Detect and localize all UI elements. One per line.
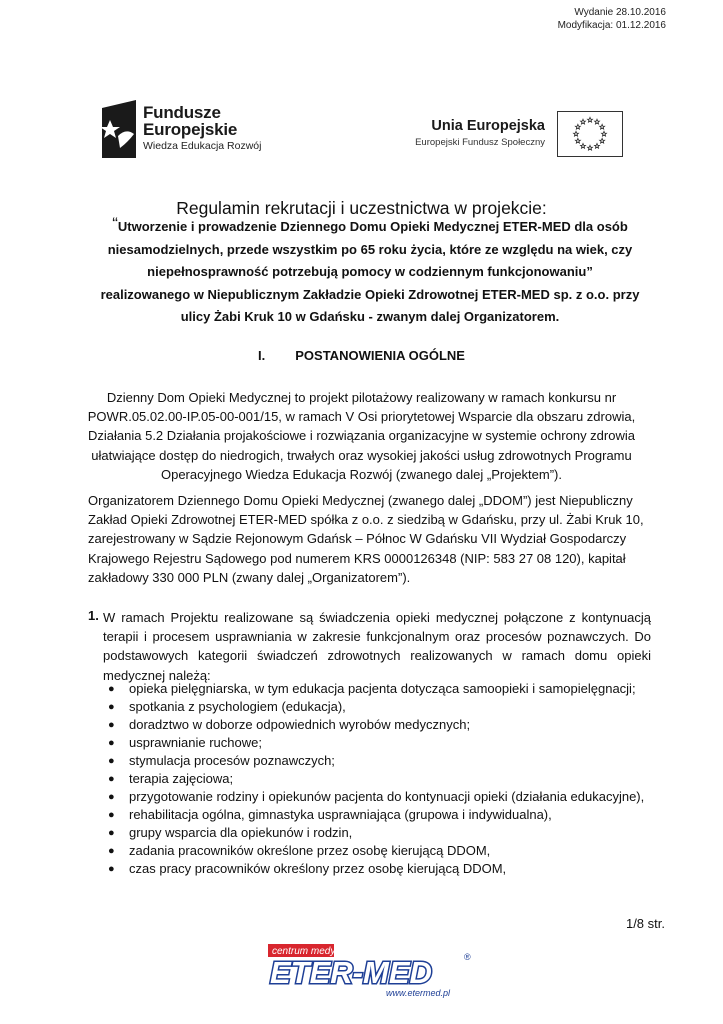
list-item: ● stymulacja procesów poznawczych;: [105, 752, 644, 770]
list-item: ● terapia zajęciowa;: [105, 770, 644, 788]
eu-logo-text: [410, 118, 545, 149]
project-subtitle: [90, 216, 650, 329]
eu-star: [581, 119, 586, 124]
organizer-line: Organizatorem Dziennego Domu Opieki Medycznej (zwanego dalej „DDOM”) jest Niepubliczny: [88, 493, 633, 508]
intro-line: ułatwiające dostęp do niedrogich, trwałych oraz wysokiej jakości usług zdrowotnych Programu: [91, 447, 632, 463]
document-meta: [558, 6, 666, 32]
organizer-line: Krajowego Rejestru Sądowego pod numerem KRS 0000126348 (NIP: 583 27 08 120), kapitał: [88, 550, 626, 566]
fe-star-logo-icon: [100, 100, 140, 160]
intro-line: Dzienny Dom Opieki Medycznej to projekt pilotażowy realizowany w ramach konkursu nr: [106, 390, 617, 405]
organizer-line: zakładowy 330 000 PLN (zwany dalej „Organizatorem”).: [88, 569, 411, 585]
eu-logo-line2: Europejski Fundusz Społeczny: [415, 137, 545, 148]
services-list: [105, 680, 644, 878]
subtitle-line-4: realizowanego w Niepublicznym Zakładzie Opieki Zdrowotnej ETER-MED sp. z o.o. przy: [100, 286, 640, 302]
organizer-line: Zakład Opieki Zdrowotnej ETER-MED spółka z o.o. z siedzibą w Gdańsku, przy ul. Żabi Kruk 10,: [88, 512, 644, 528]
eu-logo-line1: Unia Europejska: [431, 118, 545, 134]
section-heading: [0, 348, 723, 363]
eu-star: [575, 124, 580, 129]
eu-star: [581, 144, 586, 149]
section-number: I.: [258, 348, 266, 363]
intro-line: Operacyjnego Wiedza Edukacja Rozwój (zwanego dalej „Projektem”).: [160, 466, 562, 482]
page-number: 1/8 str.: [625, 916, 665, 931]
modification-date: Modyfikacja: 01.12.2016: [557, 20, 666, 31]
intro-paragraph: [70, 388, 653, 484]
logo-url: www.etermed.pl: [386, 988, 451, 998]
fe-logo-text: [143, 104, 261, 153]
list-item: ● usprawnianie ruchowe;: [105, 734, 644, 752]
subtitle-line-2: niesamodzielnych, przede wszystkim po 65 roku życia, które ze względu na wiek, czy: [107, 241, 633, 257]
open-quote: “: [112, 214, 118, 233]
item-text: W ramach Projektu realizowane są świadczenia opieki medycznej połączone z kontynuacją terapii i procesem usprawniania w zakresie funkcjonalnym oraz procesów poznawczych. Do podstawowych kategorii świadczeń zdrowotnych realizowanych w ramach domu opieki medycznej należą:: [103, 610, 651, 683]
list-item: ● spotkania z psychologiem (edukacja),: [105, 698, 644, 716]
logo-main-text: ETER-MED: [270, 955, 432, 990]
eu-star: [600, 138, 605, 143]
subtitle-line-3: niepełnosprawność potrzebują pomocy w codziennym funkcjonowaniu”: [147, 264, 593, 279]
edition-date: Wydanie 28.10.2016: [574, 7, 666, 18]
organizer-line: zarejestrowany w Sądzie Rejonowym Gdańsk – Północ W Gdańsku VII Wydział Gospodarczy: [88, 531, 627, 547]
eu-star: [588, 145, 593, 150]
list-item: ● grupy wsparcia dla opiekunów i rodzin,: [105, 824, 644, 842]
subtitle-line-1-text: Utworzenie i prowadzenie Dziennego Domu Opieki Medycznej ETER-MED dla osób: [117, 219, 628, 234]
fe-logo-line1: Fundusze: [143, 103, 221, 122]
eter-med-logo: [268, 940, 478, 1012]
logo-top-text: centrum medyczne: [272, 946, 357, 957]
fe-logo-line3: Wiedza Edukacja Rozwój: [143, 140, 262, 152]
eu-star: [595, 119, 600, 124]
organizer-paragraph: [88, 491, 678, 587]
logo-registered-mark: ®: [464, 952, 471, 962]
list-item: ● przygotowanie rodziny i opiekunów pacjenta do kontynuacji opieki (działania edukacyjne),: [105, 788, 644, 806]
section-title: POSTANOWIENIA OGÓLNE: [295, 348, 465, 363]
subtitle-line-1: [90, 216, 650, 239]
list-item: ● zadania pracowników określone przez osobę kierującą DDOM,: [105, 842, 644, 860]
eu-flag-icon: [557, 111, 623, 157]
document-title: Regulamin rekrutacji i uczestnictwa w projekcie:: [176, 198, 547, 218]
eu-star: [595, 144, 600, 149]
eu-star: [600, 124, 605, 129]
list-item: ● rehabilitacja ogólna, gimnastyka usprawniająca (grupowa i indywidualna),: [105, 806, 644, 824]
fe-logo-line2: Europejskie: [143, 120, 238, 139]
eu-star: [602, 131, 607, 136]
item-number: 1.: [88, 608, 99, 623]
list-item: ● opieka pielęgniarska, w tym edukacja pacjenta dotycząca samoopieki i samopielęgnacji;: [105, 680, 644, 698]
eu-star: [575, 138, 580, 143]
subtitle-line-5: ulicy Żabi Kruk 10 w Gdańsku - zwanym dalej Organizatorem.: [180, 309, 560, 324]
intro-line: Działania 5.2 Działania projakościowe i rozwiązania organizacyjne w systemie ochrony zdrowia: [88, 428, 635, 444]
list-item: ● czas pracy pracowników określony przez osobę kierującą DDOM,: [105, 860, 644, 878]
eu-star: [574, 131, 579, 136]
list-item: ● doradztwo w doborze odpowiednich wyrobów medycznych;: [105, 716, 644, 734]
intro-line: POWR.05.02.00-IP.05-00-001/15, w ramach V Osi priorytetowej Wsparcie dla obszaru zdrowia,: [87, 409, 636, 425]
eu-star: [588, 117, 593, 122]
